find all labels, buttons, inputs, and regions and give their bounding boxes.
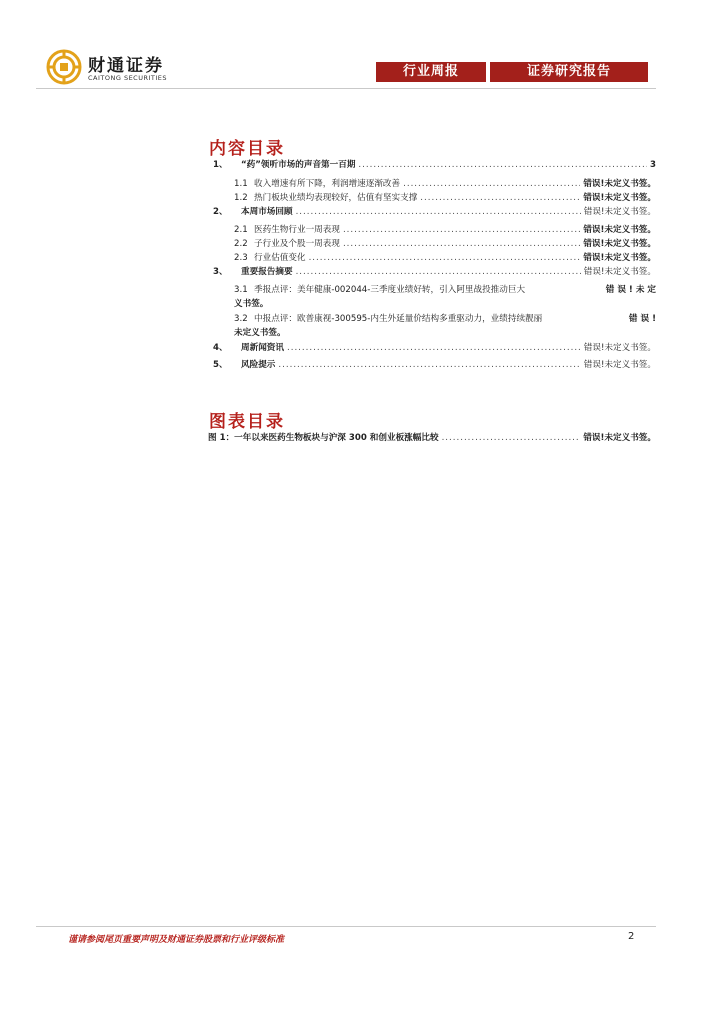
toc-row[interactable]: 5、 风险提示 ..... 错误!未定义书签。 [213, 359, 656, 372]
toc-row-continuation: 义书签。 [234, 299, 269, 309]
toc-row[interactable]: 3.2 中报点评：欧普康视-300595-内生外延量价结构多重驱动力，业绩持续靓丽 错 误 ! [234, 314, 656, 324]
toc-row[interactable]: 3、 重要报告摘要 ..... 错误!未定义书签。 [213, 266, 656, 279]
footer-disclaimer: 谨请参阅尾页重要声明及财通证券股票和行业评级标准 [68, 935, 285, 945]
logo-chinese-name: 财通证券 [88, 56, 164, 76]
toc-row[interactable]: 1.2 热门板块业绩均表现较好，估值有坚实支撑 ..... 错误!未定义书签。 [234, 192, 656, 205]
footer-divider [36, 926, 656, 927]
toc-row[interactable]: 4、 周新闻资讯 ..... 错误!未定义书签。 [213, 342, 656, 355]
toc-row[interactable]: 1、 “药”领听市场的声音第一百期 ..... 3 [213, 159, 656, 172]
report-type-tag: 行业周报 [376, 62, 486, 82]
figure-row[interactable]: 图 1：一年以来医药生物板块与沪深 300 和创业板涨幅比较 ..... 错误!未定义书签。 [208, 432, 656, 445]
toc-row[interactable]: 2、 本周市场回顾 ..... 错误!未定义书签。 [213, 206, 656, 219]
page-number: 2 [628, 931, 635, 942]
toc-row[interactable]: 3.1 季报点评：美年健康-002044-三季度业绩好转，引入阿里战投推动巨大 错 误 ! 未 定 [234, 285, 656, 295]
logo-english-name: CAITONG SECURITIES [88, 74, 168, 82]
caitong-logo-icon [46, 49, 82, 85]
report-category-tag: 证券研究报告 [490, 62, 648, 82]
company-logo [46, 48, 186, 86]
toc-row-continuation: 未定义书签。 [234, 328, 286, 338]
toc-title: 内容目录 [209, 139, 285, 159]
toc-row[interactable]: 1.1 收入增速有所下降，利润增速逐渐改善 ..... 错误!未定义书签。 [234, 178, 656, 191]
toc-row[interactable]: 2.3 行业估值变化 ..... 错误!未定义书签。 [234, 252, 656, 265]
figures-title: 图表目录 [209, 412, 285, 432]
toc-row[interactable]: 2.1 医药生物行业一周表现 ..... 错误!未定义书签。 [234, 224, 656, 237]
header-divider [36, 88, 656, 89]
toc-row[interactable]: 2.2 子行业及个股一周表现 ..... 错误!未定义书签。 [234, 238, 656, 251]
